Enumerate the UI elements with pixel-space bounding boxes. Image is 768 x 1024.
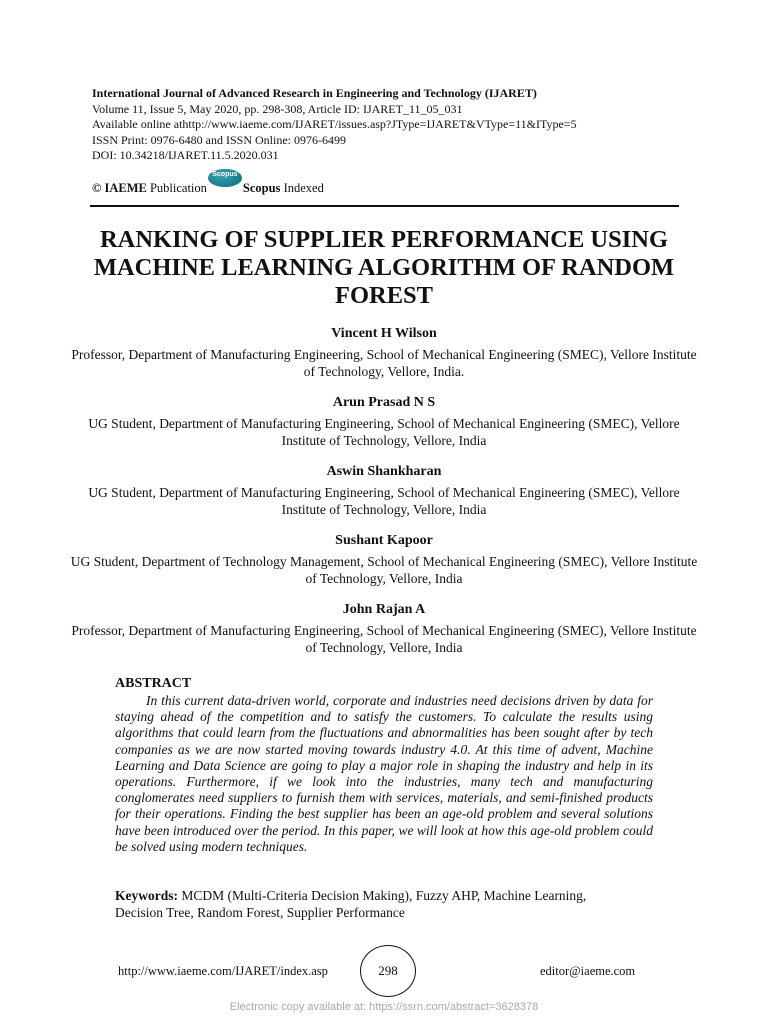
publisher-word: Publication (149, 180, 207, 195)
publisher-name: © IAEME (92, 180, 147, 195)
scopus-label: Scopus (242, 180, 281, 195)
scopus-indexed: Indexed (283, 180, 324, 195)
journal-doi: DOI: 10.34218/IJARET.11.5.2020.031 (92, 148, 279, 162)
author-name: John Rajan A (342, 602, 426, 617)
author-block (70, 601, 698, 670)
author-affiliation: Professor, Department of Manufacturing Engineering, School of Mechanical Engineering (SMEC), Vellore Institute of Technology, Vellore, India. (71, 347, 697, 379)
author-list (70, 325, 698, 670)
author-affiliation: UG Student, Department of Technology Management, School of Mechanical Engineering (SMEC), Vellore Institute of Technology, Vellore, India (70, 554, 698, 586)
journal-title: International Journal of Advanced Research in Engineering and Technology (IJARET) (92, 86, 537, 100)
journal-header (92, 86, 692, 164)
page-number: 298 (360, 945, 416, 997)
paper-title: RANKING OF SUPPLIER PERFORMANCE USING MACHINE LEARNING ALGORITHM OF RANDOM FOREST (93, 226, 675, 309)
abstract-text: In this current data-driven world, corporate and industries need decisions driven by data for staying ahead of the competition and to satisfy the customers. To calculate the results using algorithms that could learn from the fluctuations and abnormalities has been sought after by tech companies as we are now started moving towards industry 4.0. At this time of advent, Machine Learning and Data Science are going to play a major role in shaping the industry and help in its operations. Furthermore, if we look into the industries, many tech and manufacturing conglomerates need suppliers to furnish them with services, materials, and semi-finished products for their operations. Finding the best supplier has been an age-old problem and several solutions have been introduced over the period. In this paper, we will look at how this age-old problem could be solved using modern techniques. (115, 693, 653, 854)
author-affiliation: UG Student, Department of Manufacturing Engineering, School of Mechanical Engineering (SMEC), Vellore Institute of Technology, Vellore, India (88, 416, 680, 448)
journal-issn: ISSN Print: 0976-6480 and ISSN Online: 0976-6499 (92, 132, 347, 147)
footer-email-link[interactable]: editor@iaeme.com (540, 964, 636, 978)
abstract-section (115, 675, 653, 855)
keywords-label: Keywords: (115, 888, 178, 903)
author-block (70, 325, 698, 394)
author-name: Vincent H Wilson (331, 326, 437, 341)
journal-available-online: Available online athttp://www.iaeme.com/IJARET/issues.asp?JType=IJARET&VType=11&IType=5 (92, 117, 577, 131)
publisher-line (92, 171, 324, 197)
author-name: Arun Prasad N S (332, 395, 436, 410)
author-affiliation: UG Student, Department of Manufacturing Engineering, School of Mechanical Engineering (SMEC), Vellore Institute of Technology, Vellore, India (88, 485, 680, 517)
author-block (70, 463, 698, 532)
footer-url-link[interactable]: http://www.iaeme.com/IJARET/index.asp (118, 964, 328, 978)
author-block (70, 394, 698, 463)
author-affiliation: Professor, Department of Manufacturing Engineering, School of Mechanical Engineering (SMEC), Vellore Institute of Technology, Vellore, India (71, 623, 697, 655)
keywords-section (115, 887, 635, 921)
journal-volume: Volume 11, Issue 5, May 2020, pp. 298-308, Article ID: IJARET_11_05_031 (92, 101, 463, 116)
author-name: Sushant Kapoor (335, 533, 433, 548)
header-divider (90, 205, 679, 207)
author-block (70, 532, 698, 601)
abstract-heading: ABSTRACT (115, 676, 192, 691)
scopus-logo-icon: Scopus (208, 169, 242, 187)
author-name: Aswin Shankharan (326, 464, 442, 479)
ssrn-watermark: Electronic copy available at: https://ssrn.com/abstract=3628378 (229, 1001, 539, 1013)
keywords-text: MCDM (Multi-Criteria Decision Making), Fuzzy AHP, Machine Learning, Decision Tree, Random Forest, Supplier Performance (115, 888, 587, 920)
